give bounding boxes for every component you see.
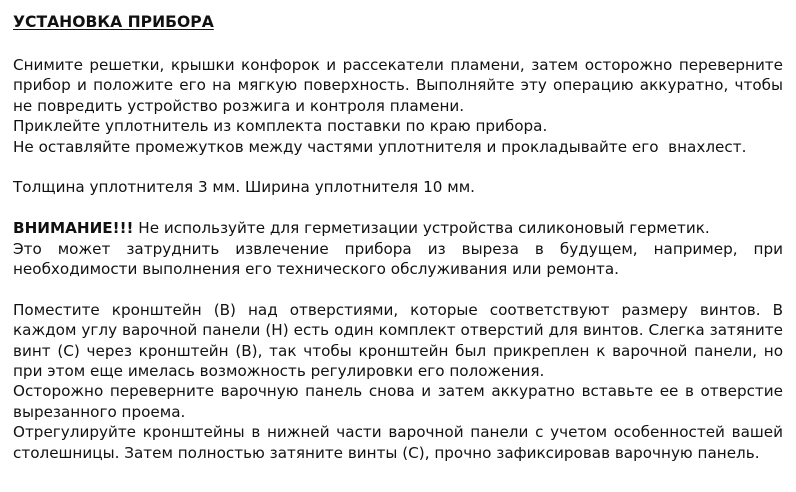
- seal-dimensions-text: Толщина уплотнителя 3 мм. Ширина уплотнителя 10 мм.: [13, 178, 476, 197]
- page-title: УСТАНОВКА ПРИБОРА: [13, 13, 214, 31]
- paragraph-gap: [13, 157, 783, 177]
- warning-line: [13, 218, 783, 238]
- warning-text: Не используйте для герметизации устройства силиконовый герметик.: [133, 219, 710, 238]
- instruction-paragraph-overlap-seal: Не оставляйте промежутков между частями уплотнителя и прокладывайте его внахлест.: [13, 137, 747, 156]
- paragraph-gap: [13, 198, 783, 218]
- warning-label: ВНИМАНИЕ!!!: [13, 219, 134, 238]
- bracket-mounting-paragraph: Поместите кронштейн (B) над отверстиями, которые соответствуют размеру винтов. В каждом углу варочной панели (H) есть один комплект отверстий для винтов. Слегка затяните винт (C) через кронштейн (B), так чтобы кронштейн был прикреплен к варочной панели, но при этом еще имелась возможность регулировки его положения.: [13, 300, 783, 381]
- warning-explanation-paragraph: Это может затруднить извлечение прибора из выреза в будущем, например, при необходимости выполнения его технического обслуживания или ремонта.: [13, 239, 783, 279]
- paragraph-gap: [13, 279, 783, 299]
- instruction-paragraph-apply-seal: Приклейте уплотнитель из комплекта поставки по краю прибора.: [13, 117, 548, 136]
- flip-and-insert-paragraph: Осторожно переверните варочную панель снова и затем аккуратно вставьте ее в отверстие вырезанного проема.: [13, 382, 783, 421]
- adjust-and-tighten-paragraph: Отрегулируйте кронштейны в нижней части варочной панели с учетом особенностей вашей столешницы. Затем полностью затяните винты (C), прочно зафиксировав варочную панель.: [13, 423, 783, 462]
- instruction-paragraph-remove-parts: Снимите решетки, крышки конфорок и рассекатели пламени, затем осторожно переверните прибор и положите его на мягкую поверхность. Выполняйте эту операцию аккуратно, чтобы не повредить устройство розжига и контроля пламени.: [13, 56, 783, 115]
